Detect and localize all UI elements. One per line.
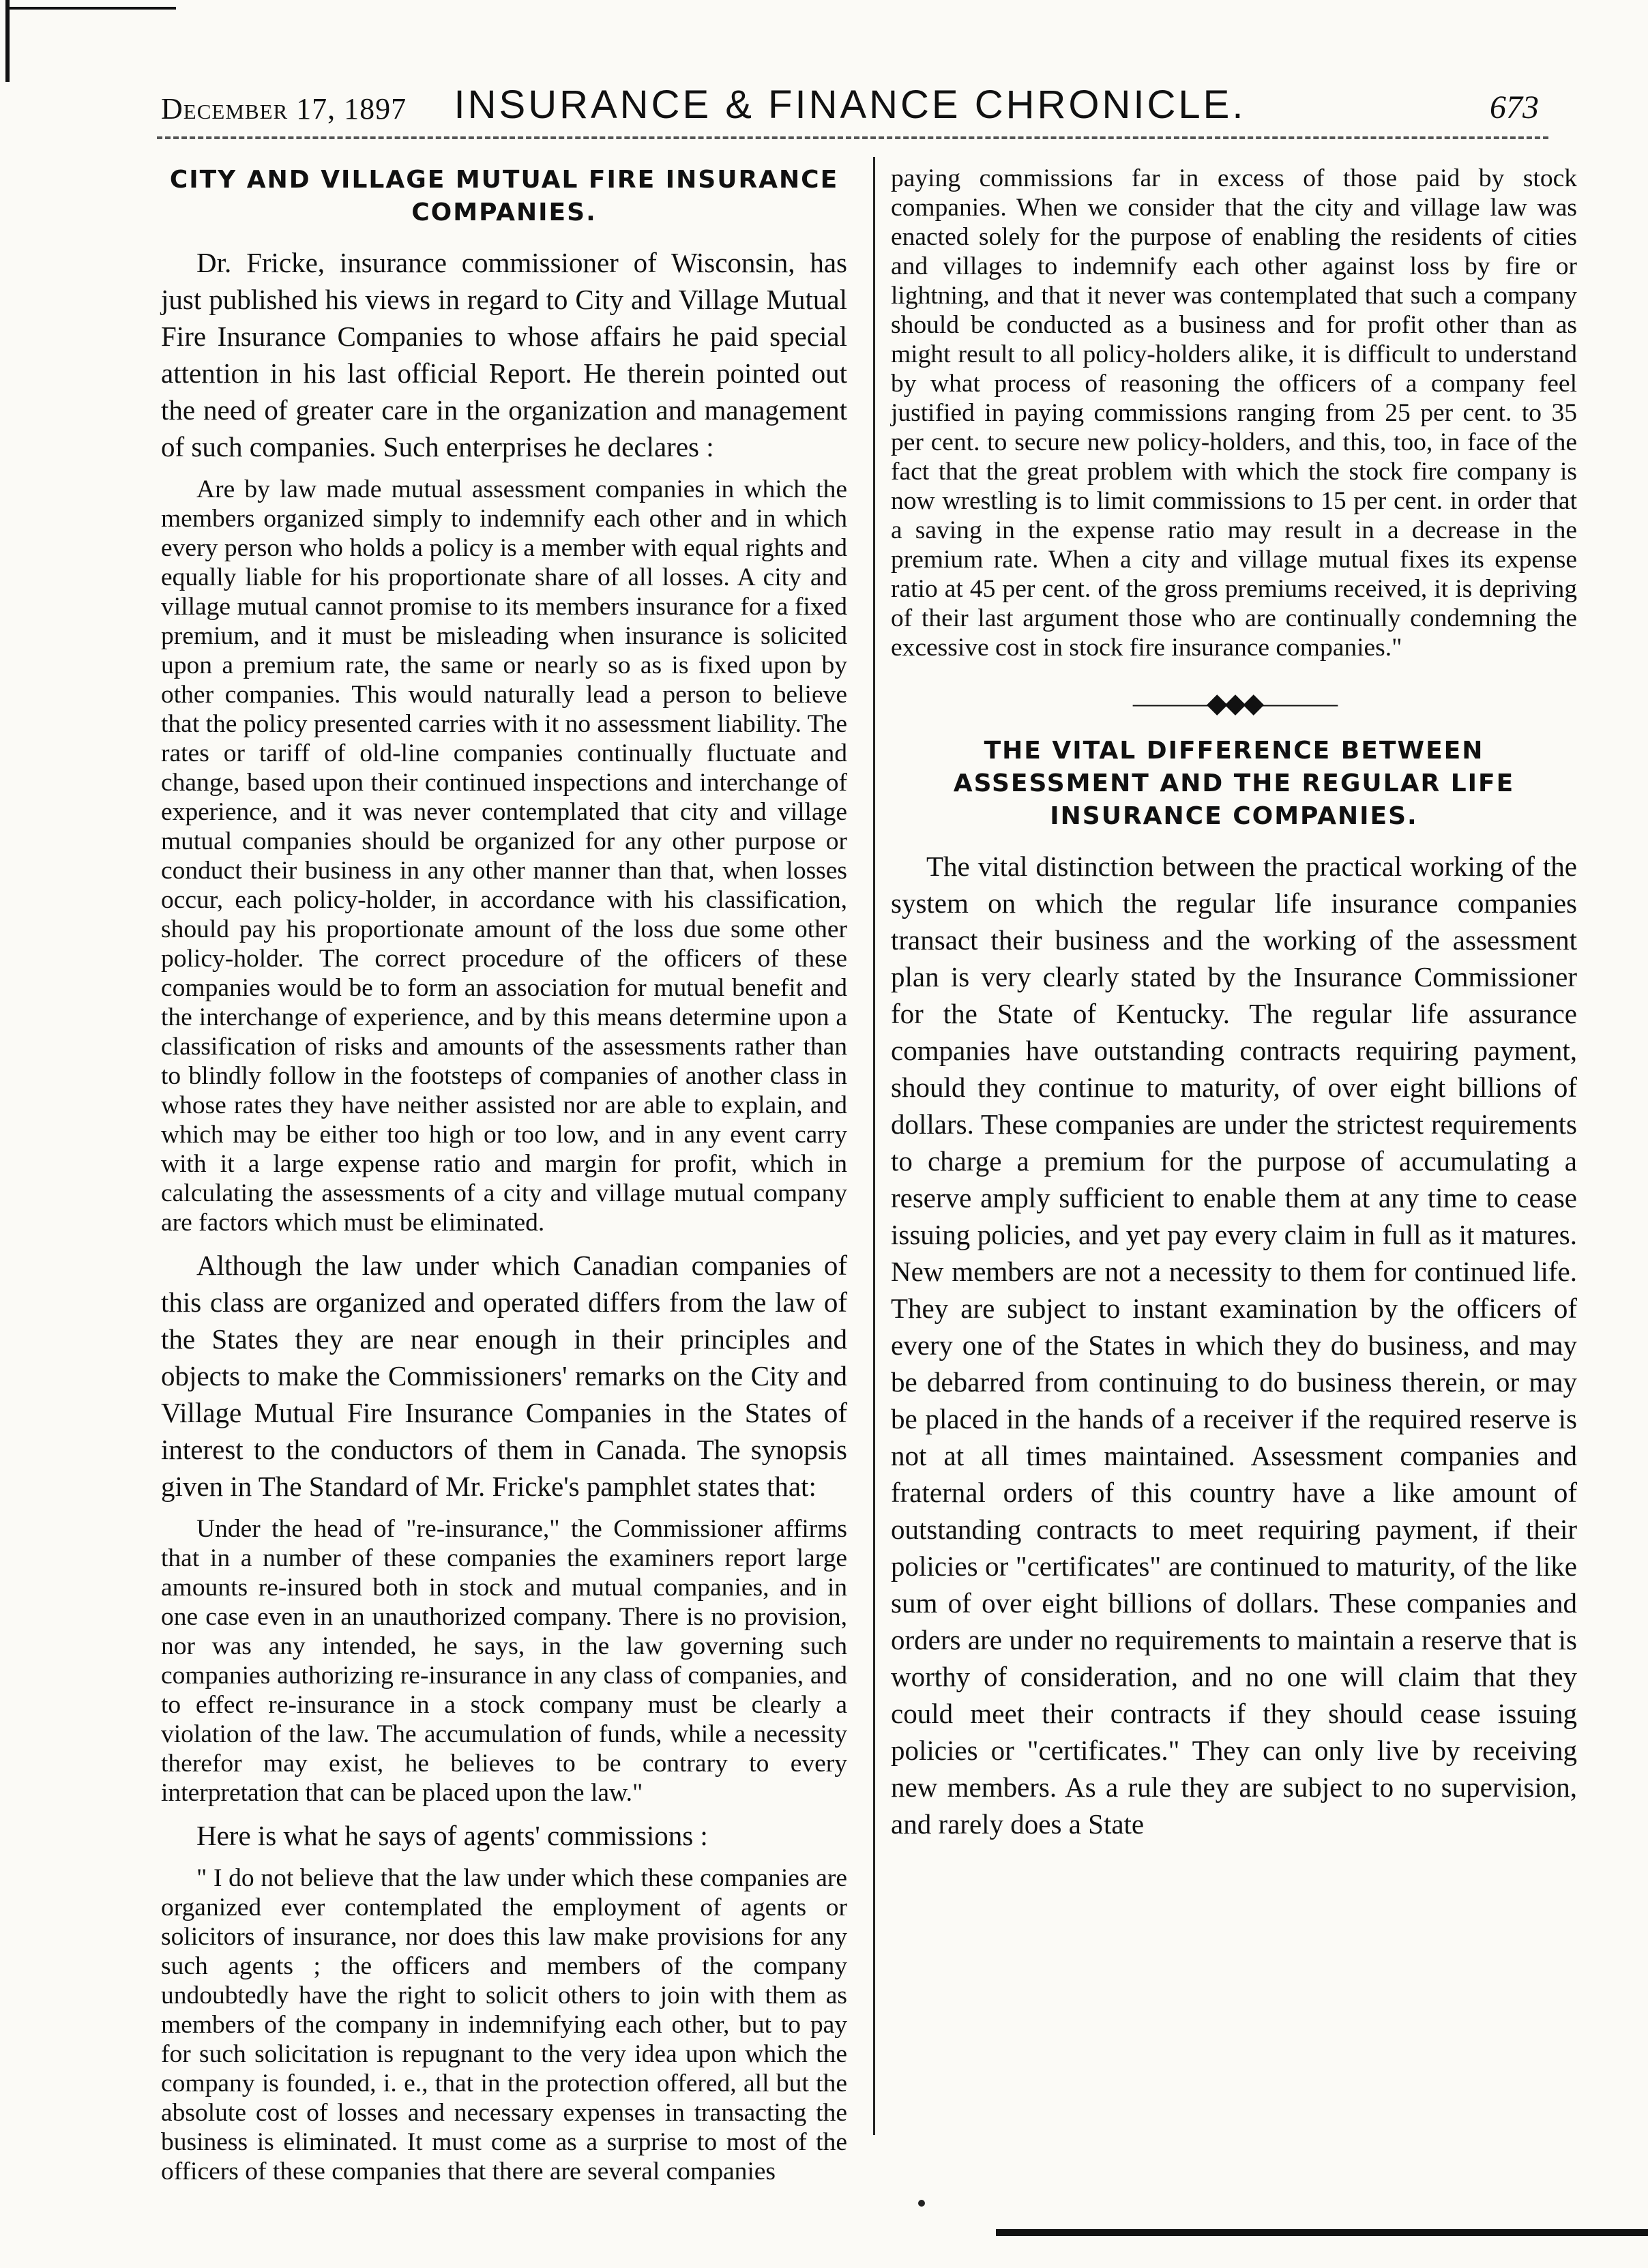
section-ornament: ———◆◆◆——— bbox=[1132, 688, 1336, 718]
right-column bbox=[891, 164, 1577, 672]
article-paragraph: Are by law made mutual assessment companies in which the members organized simply to indemnify each other and in which every person who holds a policy is a member with equal rights and equally liable for his proportionate share of all losses. A city and village mutual cannot promise to its members insurance for a fixed premium, and it must be misleading when insurance is solicited upon a premium rate, the same or nearly so as is fixed upon by other companies. This would naturally lead a person to believe that the policy presented carries with it no assessment liability. The rates or tariff of old-line companies continually fluctuate and change, based upon their continued inspections and interchange of experience, and it was never contemplated that city and village mutual companies should be organized for any other purpose or conduct their business in any other manner than that, when losses occur, each policy-holder, in accordance with his classification, should pay his proportionate amount of the loss due some other policy-holder. The correct procedure of the officers of these companies would be to form an association for mutual benefit and the interchange of experience, and by this means determine upon a classification of risks and amounts of the assessments rather than to blindly follow in the footsteps of companies of another class in whose rates they have neither assisted nor are able to explain, and which may be either too high or too low, and in any event carry with it a large expense ratio and margin for profit, which in calculating the assessments of a city and village mutual company are factors which must be eliminated. bbox=[161, 475, 847, 1237]
article-quote-continued: paying commissions far in excess of those paid by stock companies. When we consider that the city and village law was enacted solely for the purpose of enabling the residents of cities and villages to indemnify each other against loss by fire or lightning, and that it never was contemplated that such a company should be conducted as a business and for profit other than as might result to all policy-holders alike, it is difficult to understand by what process of reasoning the officers of a company feel justified in paying commissions ranging from 25 per cent. to 35 per cent. to secure new policy-holders, and this, too, in face of the fact that the great problem with which the stock fire company is now wrestling is to limit commissions to 15 per cent. in order that a saving in the expense ratio may result in a decrease in the premium rate. When a city and village mutual fixes its expense ratio at 45 per cent. of the gross premiums received, it is depriving of their last argument those who are continually condemning the excessive cost in stock fire insurance companies." bbox=[891, 164, 1577, 662]
article-paragraph: The vital distinction between the practical working of the system on which the regular life insurance companies transact their business and the working of the assessment plan is very clearly stated by the Insurance Commissioner for the State of Kentucky. The regular life assurance companies have outstanding contracts requiring payment, should they continue to maturity, of over eight billions of dollars. These companies are under the strictest requirements to charge a premium for the purpose of accumulating a reserve amply sufficient to enable them at any time to cease issuing policies, and yet pay every claim in full as it matures. New members are not a necessity to them for continued life. They are subject to instant examination by the officers of every one of the States in which they do business, and may be debarred from continuing to do business therein, or may be placed in the hands of a receiver if the required reserve is not at all times maintained. Assessment companies and fraternal orders of this country have a like amount of outstanding contracts to meet requiring payment, if their policies or "certificates" are continued to maturity, of the like sum of over eight billions of dollars. These companies and orders are under no requirements to maintain a reserve that is worthy of consideration, and no one will claim that they could meet their contracts if they should cease issuing policies or "certificates." They can only live by receiving new members. As a rule they are subject to no supervision, and rarely does a State bbox=[891, 851, 1577, 1840]
article-paragraph: Here is what he says of agents' commissions : bbox=[196, 1820, 708, 1851]
margin-mark bbox=[5, 0, 10, 82]
page-number: 673 bbox=[1490, 89, 1539, 126]
margin-mark bbox=[996, 2229, 1648, 2236]
running-head bbox=[161, 82, 1539, 136]
article-paragraph: Dr. Fricke, insurance commissioner of Wisconsin, has just published his views in regard to City and Village Mutual Fire Insurance Companies to whose affairs he paid special attention in his last official Report. He therein pointed out the need of greater care in the organization and management of such companies. Such enterprises he declares : bbox=[161, 247, 847, 462]
header-rule bbox=[157, 136, 1548, 139]
article-title: THE VITAL DIFFERENCE BETWEEN ASSESSMENT AND THE REGULAR LIFE INSURANCE COMPANIES. bbox=[953, 737, 1515, 830]
margin-mark bbox=[5, 7, 176, 10]
article-quote: " I do not believe that the law under which these companies are organized ever contemplated the employment of agents or solicitors of insurance, nor does this law make provisions for any such agents ; the officers and members of the company undoubtedly have the right to solicit others to join with them as members of the company in indemnifying each other, but to pay for such solicitation is repugnant to the very idea upon which the company is founded, i. e., that in the protection offered, all but the absolute cost of losses and necessary expenses in transacting the business is eliminated. It must come as a surprise to most of the officers of these companies that there are several companies bbox=[161, 1864, 847, 2185]
left-column bbox=[161, 164, 847, 2196]
article-title: CITY AND VILLAGE MUTUAL FIRE INSURANCE COMPANIES. bbox=[169, 166, 839, 226]
article-paragraph: Although the law under which Canadian companies of this class are organized and operated differs from the law of the States they are near enough in their principles and objects to make the Commissioners' remarks on the City and Village Mutual Fire Insurance Companies in the States of interest to the conductors of them in Canada. The synopsis given in The Standard of Mr. Fricke's pamphlet states that: bbox=[161, 1250, 847, 1502]
ink-dot bbox=[918, 2200, 925, 2207]
issue-date: December 17, 1897 bbox=[161, 92, 407, 126]
publication-title: INSURANCE & FINANCE CHRONICLE. bbox=[454, 83, 1246, 127]
article-paragraph: Under the head of "re-insurance," the Commissioner affirms that in a number of these companies the examiners report large amounts re-insured both in stock and mutual companies, and in one case even in an unauthorized company. There is no provision, nor was any intended, he says, in the law governing such companies authorizing re-insurance in any class of companies, and to effect re-insurance in a stock company must be clearly a violation of the law. The accumulation of funds, while a necessity therefor may exist, he believes to be contrary to every interpretation that can be placed upon the law." bbox=[161, 1515, 847, 1807]
column-divider bbox=[873, 157, 875, 2135]
right-column-lower bbox=[891, 676, 1577, 1852]
